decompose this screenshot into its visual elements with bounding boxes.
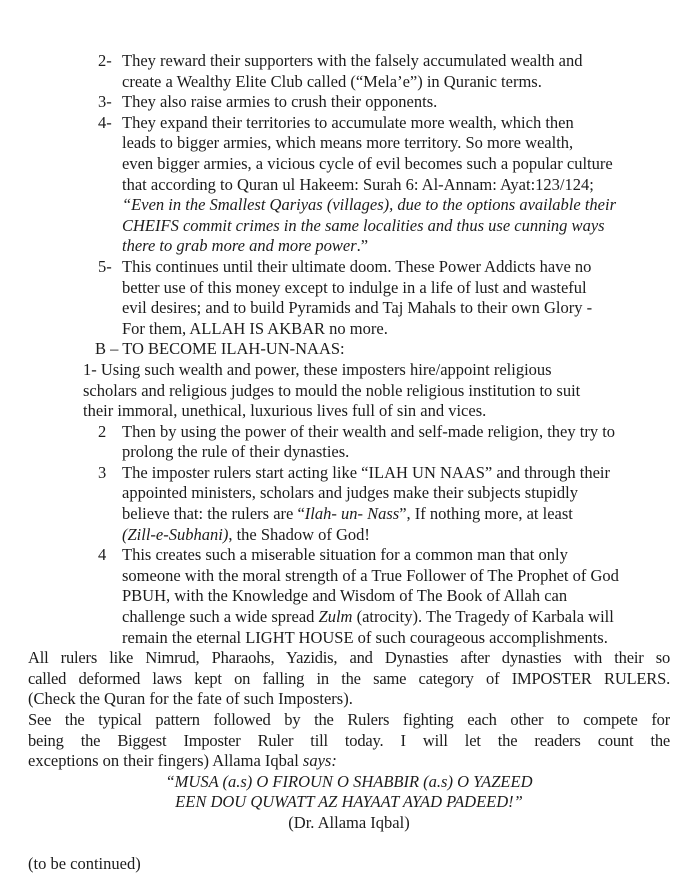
- text-run: leads to bigger armies, which means more territory. So more wealth,: [122, 133, 574, 153]
- list-item-continuation-line: [122, 216, 700, 237]
- paragraph-last-line: [28, 751, 700, 772]
- text-run: better use of this money except to indulge in a life of lust and wasteful: [122, 277, 587, 297]
- footer-note-line: [28, 854, 700, 875]
- italic-text-run: Zulm: [318, 607, 353, 627]
- text-run: create a Wealthy Elite Club called (“Mela’e”) in Quranic terms.: [122, 71, 542, 91]
- text-run: believe that: the rulers are “: [122, 504, 305, 524]
- list-item-line: [98, 256, 700, 278]
- list-item-continuation-line: [122, 133, 700, 154]
- text-run: someone with the moral strength of a True Follower of The Prophet of God: [122, 565, 619, 585]
- text-run: ”, If nothing more, at least: [399, 504, 573, 524]
- text-run: their immoral, unethical, luxurious lives full of sin and vices.: [83, 401, 487, 421]
- text-run: appointed ministers, scholars and judges make their subjects stupidly: [122, 483, 578, 503]
- paragraph-line: [83, 401, 700, 422]
- paragraph-line: [83, 360, 700, 381]
- text-run: All rulers like Nimrud, Pharaohs, Yazidis, and Dynasties after dynasties with their so: [28, 648, 670, 668]
- list-marker: 4: [98, 545, 107, 565]
- centered-quote-line: [28, 772, 670, 793]
- list-item-continuation-line: [122, 175, 700, 196]
- justified-paragraph-line: [28, 669, 670, 690]
- list-marker: 2-: [98, 51, 112, 70]
- text-run: scholars and religious judges to mould the noble religious institution to suit: [83, 380, 581, 400]
- list-item-continuation-line: [122, 72, 700, 93]
- text-run: 1- Using such wealth and power, these imposters hire/appoint religious: [83, 359, 552, 379]
- list-item-continuation-line: [122, 319, 700, 340]
- italic-text-run: says:: [302, 751, 337, 771]
- justified-paragraph-line: [28, 731, 670, 752]
- list-item-continuation-line: [122, 195, 700, 216]
- italic-text-run: EEN DOU QUWATT AZ HAYAAT AYAD PADEED!”: [175, 792, 523, 812]
- list-item-continuation-line: [122, 628, 700, 649]
- list-marker: 4-: [98, 112, 112, 132]
- list-item-continuation-line: [122, 483, 700, 504]
- italic-text-run: “MUSA (a.s) O FIROUN O SHABBIR (a.s) O YAZEED: [165, 771, 533, 791]
- text-run: even bigger armies, a vicious cycle of evil becomes such a popular culture: [122, 153, 613, 173]
- text-run: called deformed laws kept on falling in the same category of IMPOSTER RULERS.: [28, 668, 670, 688]
- list-marker: 5-: [98, 256, 112, 276]
- text-run: This creates such a miserable situation for a common man that only: [122, 545, 568, 565]
- text-run: B – TO BECOME ILAH-UN-NAAS:: [95, 339, 345, 359]
- blank-line: [0, 834, 700, 855]
- list-item-continuation-line: [122, 525, 700, 546]
- centered-attribution-line: [28, 813, 670, 834]
- list-marker: 3: [98, 462, 107, 482]
- text-run: being the Biggest Imposter Ruler till today. I will let the readers count the: [28, 730, 670, 750]
- paragraph-last-line: [28, 689, 700, 710]
- justified-paragraph-line: [28, 710, 670, 731]
- list-item-line: [98, 92, 700, 113]
- italic-text-run: CHEIFS commit crimes in the same localities and thus use cunning ways: [122, 215, 605, 235]
- text-run: .”: [356, 236, 369, 256]
- text-run: evil desires; and to build Pyramids and Taj Mahals to their own Glory -: [122, 298, 593, 318]
- list-item-continuation-line: [122, 278, 700, 299]
- text-run: PBUH, with the Knowledge and Wisdom of The Book of Allah can: [122, 586, 568, 606]
- list-item-continuation-line: [122, 504, 700, 525]
- text-run: (Dr. Allama Iqbal): [288, 812, 410, 832]
- list-item-line: [98, 462, 700, 484]
- paragraph-line: [83, 381, 700, 402]
- text-run: (to be continued): [28, 854, 141, 874]
- list-marker: 2: [98, 421, 107, 441]
- text-run: Then by using the power of their wealth and self-made religion, they try to: [122, 421, 616, 441]
- italic-text-run: “Even in the Smallest Qariyas (villages), due to the options available their: [122, 195, 617, 215]
- list-item-continuation-line: [122, 607, 700, 628]
- text-run: that according to Quran ul Hakeem: Surah 6: Al-Annam: Ayat:123/124;: [122, 174, 594, 194]
- text-run: prolong the rule of their dynasties.: [122, 442, 350, 462]
- section-heading: [95, 339, 700, 360]
- list-marker: 3-: [98, 92, 112, 112]
- list-item-continuation-line: [122, 442, 700, 463]
- text-run: This continues until their ultimate doom. These Power Addicts have no: [122, 256, 592, 276]
- italic-text-run: Ilah- un- Nass: [304, 504, 400, 524]
- italic-text-run: there to grab more and more power: [122, 236, 357, 256]
- list-item-continuation-line: [122, 298, 700, 319]
- list-item-continuation-line: [122, 154, 700, 175]
- text-run: The imposter rulers start acting like “ILAH UN NAAS” and through their: [122, 462, 610, 482]
- list-item-continuation-line: [122, 236, 700, 257]
- centered-quote-line: [28, 792, 670, 813]
- text-run: challenge such a wide spread: [122, 607, 319, 627]
- list-item-line: [98, 51, 700, 72]
- list-item-continuation-line: [122, 566, 700, 587]
- text-run: They reward their supporters with the falsely accumulated wealth and: [122, 51, 583, 70]
- text-run: exceptions on their fingers) Allama Iqbal: [28, 751, 303, 771]
- list-item-continuation-line: [122, 586, 700, 607]
- text-run: See the typical pattern followed by the Rulers fighting each other to compete for: [28, 710, 670, 729]
- text-run: , the Shadow of God!: [228, 524, 370, 544]
- italic-text-run: (Zill-e-Subhani): [122, 524, 229, 544]
- text-run: remain the eternal LIGHT HOUSE of such courageous accomplishments.: [122, 627, 608, 647]
- text-run: They expand their territories to accumulate more wealth, which then: [122, 112, 574, 132]
- list-item-line: [98, 112, 700, 134]
- text-run: (Check the Quran for the fate of such Imposters).: [28, 689, 353, 709]
- list-item-line: [98, 421, 700, 443]
- text-run: They also raise armies to crush their opponents.: [122, 92, 438, 112]
- justified-paragraph-line: [28, 648, 670, 669]
- list-item-line: [98, 545, 700, 566]
- text-run: (atrocity). The Tragedy of Karbala will: [352, 607, 614, 627]
- text-run: For them, ALLAH IS AKBAR no more.: [122, 318, 388, 338]
